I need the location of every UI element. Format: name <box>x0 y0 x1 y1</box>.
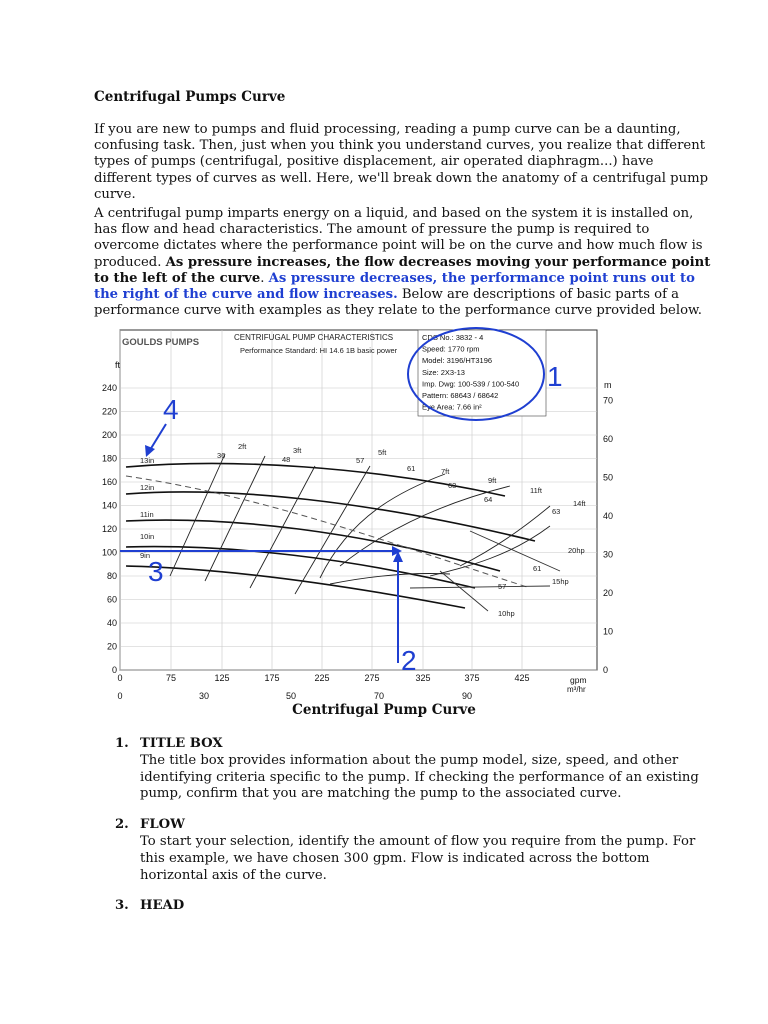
marker-3: 3 <box>148 556 164 587</box>
npsh-label: 9ft <box>488 476 497 485</box>
x-tick-gpm: 225 <box>314 673 330 683</box>
list-number: 1. <box>115 736 129 751</box>
right-axis-unit: m <box>604 380 612 390</box>
numbered-list <box>115 736 715 929</box>
impeller-label: 9in <box>140 551 151 560</box>
x-tick-gpm: 75 <box>165 673 177 683</box>
y-tick-ft: 180 <box>101 453 117 464</box>
chart-header-title: CENTRIFUGAL PUMP CHARACTERISTICS <box>234 333 394 342</box>
list-heading: TITLE BOX <box>140 736 223 751</box>
y-tick-ft: 220 <box>101 406 117 417</box>
y-tick-ft: 60 <box>106 594 117 605</box>
y-tick-m: 10 <box>603 626 614 637</box>
list-number: 2. <box>115 817 129 833</box>
y-tick-ft: 140 <box>101 500 117 511</box>
y-tick-ft: 100 <box>101 547 117 558</box>
marker-4: 4 <box>163 394 179 425</box>
npsh-label: 3ft <box>293 446 302 455</box>
efficiency-label: 61 <box>533 564 542 573</box>
left-axis-unit: ft <box>115 360 121 370</box>
impeller-label: 10in <box>140 532 155 541</box>
y-tick-m: 40 <box>603 511 614 521</box>
list-item <box>115 817 715 884</box>
brand-logo: GOULDS PUMPS <box>122 337 200 348</box>
x-tick-gpm: 275 <box>364 673 380 683</box>
impeller-label: 13in <box>140 456 155 465</box>
npsh-label: 7ft <box>441 467 450 476</box>
info-box-line: Pattern: 68643 / 68642 <box>422 391 499 400</box>
list-number: 3. <box>115 898 129 914</box>
y-tick-ft: 240 <box>101 383 117 393</box>
info-box-line: CDS No.: 3832 - 4 <box>422 333 484 342</box>
y-tick-ft: 20 <box>106 641 117 652</box>
power-label: 10hp <box>498 609 515 618</box>
impeller-label: 12in <box>140 483 155 492</box>
y-tick-m: 30 <box>603 549 614 560</box>
x-tick-m3hr: 50 <box>285 691 297 701</box>
figure-caption: Centrifugal Pump Curve <box>292 702 476 718</box>
efficiency-label: 64 <box>484 495 493 504</box>
paragraph-text: A centrifugal pump imparts energy on a liquid, and based on the system it is installed on, has flow and head characteristics. The amount of pressure the pump is required to overcome dictates where the performance point will be on the curve and how much flow is produced. <box>94 206 703 270</box>
efficiency-label: 57 <box>356 456 365 465</box>
x-tick-gpm: 125 <box>214 673 230 683</box>
x-tick-gpm: 375 <box>464 673 480 683</box>
page-title: Centrifugal Pumps Curve <box>94 89 286 105</box>
y-tick-ft: 0 <box>111 665 117 675</box>
x-tick-gpm: 0 <box>117 673 123 683</box>
pump-curve-chart <box>101 326 625 706</box>
y-tick-ft: 40 <box>106 618 117 628</box>
npsh-label: 11ft <box>530 486 542 495</box>
efficiency-label: 36 <box>217 451 226 460</box>
efficiency-label: 63 <box>552 507 561 516</box>
x-tick-gpm: 175 <box>264 673 280 683</box>
gpm-unit: gpm <box>570 675 587 685</box>
list-body: To start your selection, identify the amount of flow you require from the pump. For this example, we have chosen 300 gpm. Flow is indicated across the bottom horizontal axis of the curve. <box>140 833 696 883</box>
npsh-label: 2ft <box>238 442 247 451</box>
paragraph-tail: Below are descriptions of basic parts of a performance curve with examples as they relate to the performance curve provided below. <box>94 287 702 319</box>
info-box-line: Imp. Dwg: 100-539 / 100-540 <box>422 379 520 389</box>
npsh-label: 14ft <box>573 499 586 508</box>
info-box-line: Speed: 1770 rpm <box>422 344 480 354</box>
x-tick-gpm: 325 <box>415 673 431 683</box>
y-tick-ft: 80 <box>106 571 117 581</box>
m3hr-unit: m³/hr <box>567 685 586 694</box>
list-heading: HEAD <box>140 898 185 914</box>
y-tick-m: 50 <box>603 472 614 483</box>
body-paragraph: A centrifugal pump imparts energy on a liquid, and based on the system it is installed on, has flow and head characteristics. The amount of pressure the pump is required to overcome dictates where the performance point will be on the curve and how much flow is produced. As pressure increases, the flow decreases moving your performance point to the left of the curve. As pressure decreases, the performance point runs out to the right of the curve and flow increases. Below are descriptions of basic parts of a performance curve with examples as they relate to the performance curve provided below. <box>94 206 711 319</box>
y-tick-m: 60 <box>603 434 614 444</box>
power-label: 20hp <box>568 546 585 555</box>
x-tick-m3hr: 70 <box>373 691 385 701</box>
y-tick-m: 70 <box>603 395 614 406</box>
info-box-line: Eye Area: 7.66 in² <box>422 402 482 412</box>
x-tick-gpm: 425 <box>514 673 530 683</box>
efficiency-label: 57 <box>498 582 507 591</box>
y-tick-ft: 160 <box>101 477 117 487</box>
pump-curve-figure <box>101 326 625 706</box>
npsh-label: 5ft <box>378 448 387 457</box>
list-body: The title box provides information about the pump model, size, speed, and other identifying criteria specific to the pump. If checking the performance of an existing pump, confirm that you are matching the pump to the associated curve. <box>140 752 699 802</box>
impeller-label: 11in <box>140 510 154 519</box>
y-tick-ft: 200 <box>101 430 117 440</box>
info-box-line: Model: 3196/HT3196 <box>422 356 493 366</box>
x-tick-m3hr: 90 <box>461 691 473 701</box>
efficiency-label: 48 <box>282 455 291 464</box>
efficiency-label: 61 <box>407 464 416 473</box>
list-item <box>115 736 715 803</box>
power-label: 15hp <box>552 577 569 586</box>
marker-2: 2 <box>401 645 417 676</box>
intro-paragraph: If you are new to pumps and fluid processing, reading a pump curve can be a daunting, confusing task. Then, just when you think you understand curves, you realize that different types of pumps (centrifugal, positive displacement, air operated diaphragm...) have different types of curves as well. Here, we'll break down the anatomy of a centrifugal pump curve. <box>94 122 709 202</box>
list-item <box>115 898 715 915</box>
chart-header-sub: Performance Standard: HI 14.6 1B basic power <box>240 346 398 355</box>
efficiency-label: 63 <box>448 481 457 490</box>
blue-statement: As pressure decreases, the performance point runs out to the right of the curve and flow increases. <box>94 270 695 303</box>
x-tick-m3hr: 30 <box>198 691 210 701</box>
y-tick-ft: 120 <box>101 524 117 534</box>
y-tick-m: 0 <box>603 665 609 675</box>
x-tick-m3hr: 0 <box>117 691 123 701</box>
info-box-line: Size: 2X3-13 <box>422 367 465 377</box>
bold-statement: As pressure increases, the flow decreases moving your performance point to the left of the curve <box>94 254 711 286</box>
marker-1: 1 <box>547 361 563 392</box>
list-heading: FLOW <box>140 817 185 833</box>
y-tick-m: 20 <box>603 588 614 598</box>
